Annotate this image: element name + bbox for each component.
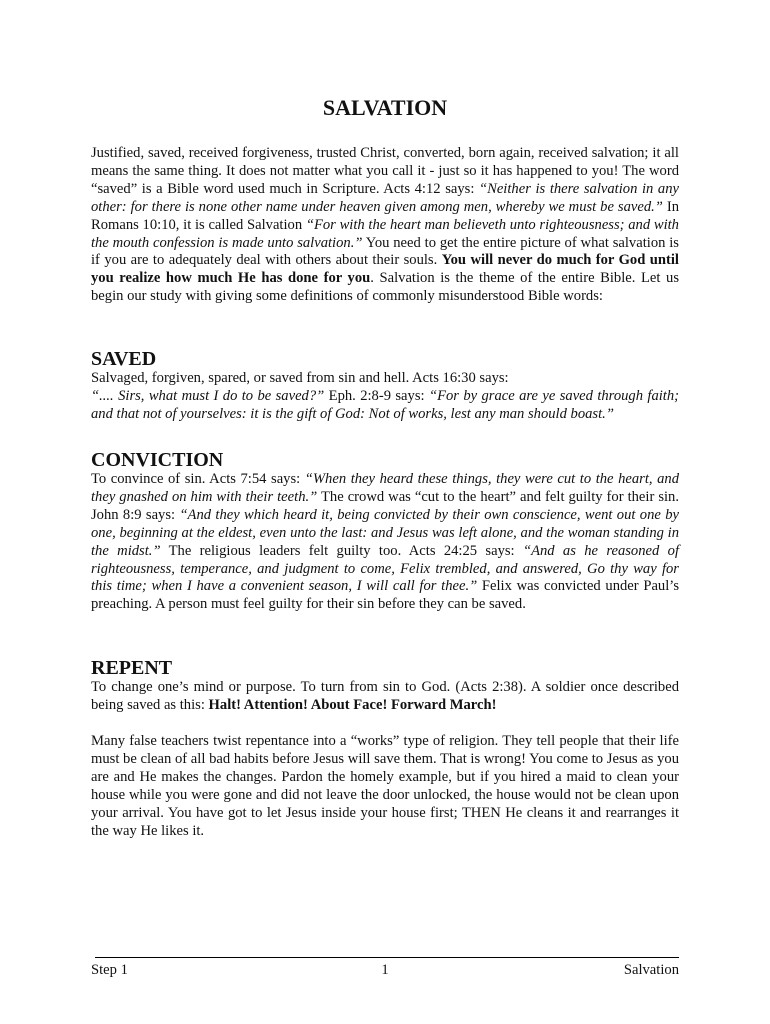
conviction-quote-acts-7-54: “When they heard these things, they were cut to the heart, and they gnashed on him with their teeth.” xyxy=(91,471,680,505)
repent-text-1: To change one’s mind or purpose. To turn from sin to God. (Acts 2:38). A soldier once described being saved as this: xyxy=(91,679,679,713)
section-heading-repent: REPENT xyxy=(91,657,173,679)
section-heading-saved: SAVED xyxy=(91,348,157,370)
intro-bold-statement: You will never do much for God until you realize how much He has done for you xyxy=(91,252,679,287)
saved-text-1: Salvaged, forgiven, spared, or saved from sin and hell. Acts 16:30 says: xyxy=(91,370,509,386)
saved-text-2: Eph. 2:8-9 says: xyxy=(324,387,429,404)
intro-quote-acts-4-12: “Neither is there salvation in any other: for there is none other name under heaven given among men, whereby we must be saved.” xyxy=(91,180,679,215)
intro-text-1: Justified, saved, received forgiveness, trusted Christ, converted, born again, received salvation; it all means the same thing. It does not matter what you call it - just so it has happened to you! The word “saved” is a Bible word used much in Scripture. Acts 4:12 says: xyxy=(91,145,679,197)
intro-paragraph xyxy=(91,145,679,306)
intro-text-3: You need to get the entire picture of what salvation is if you are to adequately deal with others about their souls. xyxy=(91,234,679,269)
footer-section-name: Salvation xyxy=(623,962,679,978)
saved-quote-eph-2-8: “For by grace are ye saved through faith; and that not of yourselves: it is the gift of God: Not of works, lest any man should boast.” xyxy=(91,387,680,422)
intro-text-4: . Salvation is the theme of the entire Bible. Let us begin our study with giving some definitions of commonly misunderstood Bible words: xyxy=(91,270,679,305)
conviction-text-2: The crowd was “cut to the heart” and felt guilty for their sin. John 8:9 says: xyxy=(91,488,679,523)
repent-bold-command: Halt! Attention! About Face! Forward March! xyxy=(208,696,497,713)
footer-page-number: 1 xyxy=(381,962,389,978)
conviction-quote-acts-24-25: “And as he reasoned of righteousness, temperance, and judgment to come, Felix trembled, and answered, Go thy way for this time; when I have a convenient season, I will call for thee.” xyxy=(91,542,679,595)
repent-paragraph-2: Many false teachers twist repentance into a “works” type of religion. They tell people that their life must be clean of all bad habits before Jesus will save them. That is wrong! You come to Jesus as you are and He makes the changes. Pardon the homely example, but if you hired a maid to clean your house while you were gone and did not leave the door unlocked, the house would not be clean upon your arrival. You have got to let Jesus inside your house first; THEN He cleans it and rearranges it the way He likes it. xyxy=(91,733,679,839)
conviction-text-4: Felix was convicted under Paul’s preaching. A person must feel guilty for their sin before they can be saved. xyxy=(91,578,680,613)
section-body-saved xyxy=(91,370,679,424)
footer-divider xyxy=(95,957,679,958)
intro-text-2: In Romans 10:10, it is called Salvation xyxy=(91,198,679,233)
section-heading-conviction: CONVICTION xyxy=(91,449,224,471)
conviction-text-3: The religious leaders felt guilty too. Acts 24:25 says: xyxy=(160,542,523,559)
conviction-quote-john-8-9: “And they which heard it, being convicted by their own conscience, went out one by one, beginning at the eldest, even unto the last: and Jesus was left alone, and the woman standing in the midst.” xyxy=(91,506,679,559)
conviction-text-1: To convince of sin. Acts 7:54 says: xyxy=(91,471,305,487)
footer-step-label: Step 1 xyxy=(91,962,128,978)
saved-quote-acts-16-30: “.... Sirs, what must I do to be saved?” xyxy=(91,387,325,404)
page-title: SALVATION xyxy=(322,95,448,120)
intro-quote-romans-10-10: “For with the heart man believeth unto righteousness; and with the mouth confession is made unto salvation.” xyxy=(91,216,679,251)
section-body-conviction xyxy=(91,471,679,614)
section-body-repent xyxy=(91,679,679,715)
